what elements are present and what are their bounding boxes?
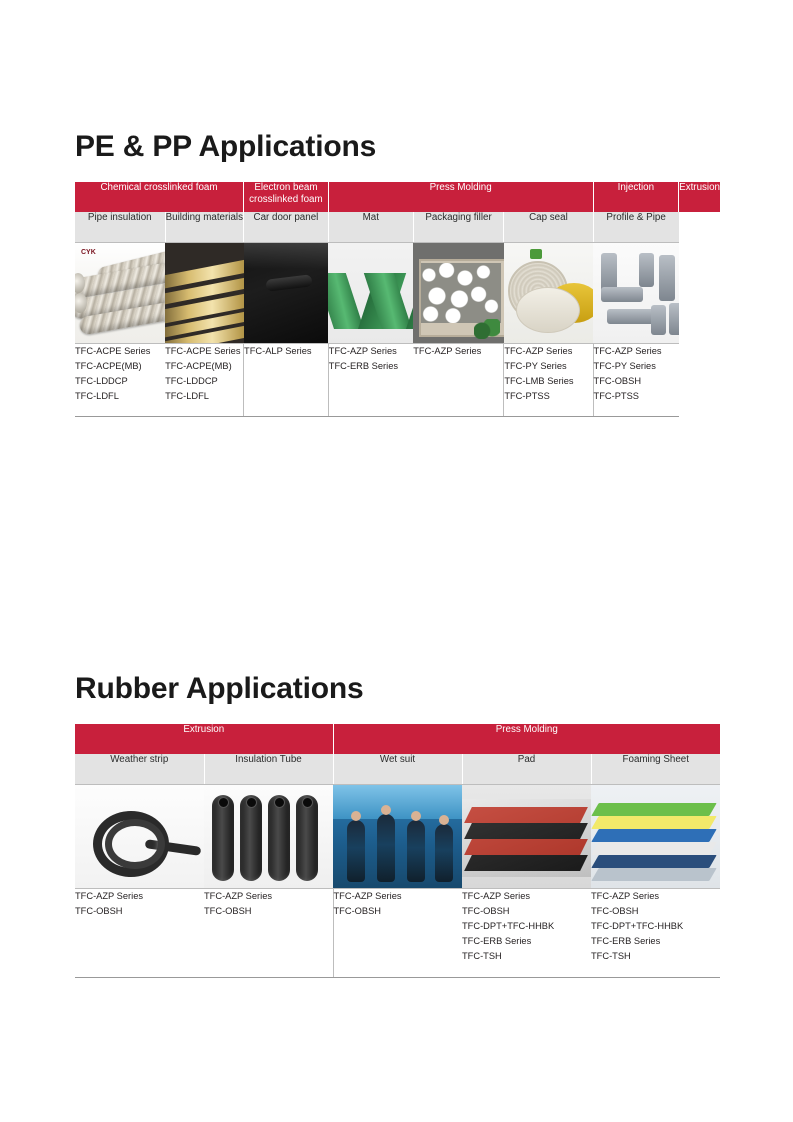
sub-header-building-materials: Building materials	[165, 212, 243, 243]
sub-header-insulation-tube: Insulation Tube	[204, 754, 333, 785]
product-code: TFC-OBSH	[75, 906, 123, 916]
product-code: TFC-OBSH	[591, 906, 639, 916]
sub-header-profile-pipe: Profile & Pipe	[593, 212, 679, 243]
section-pe-pp	[75, 130, 720, 417]
section-rubber	[75, 672, 720, 978]
product-code: TFC-TSH	[462, 951, 502, 961]
packaging-filler-photo	[413, 243, 504, 344]
product-code: TFC-AZP Series	[328, 346, 397, 356]
product-code: TFC-LMB Series	[504, 376, 574, 386]
group-header-row	[75, 182, 720, 212]
profile-pipe-photo	[593, 243, 679, 344]
codes-wet-suit	[333, 889, 462, 978]
sub-header-row	[75, 754, 720, 785]
product-code: TFC-ALP Series	[244, 346, 312, 356]
product-code: TFC-AZP Series	[413, 346, 482, 356]
cap-seal-photo	[504, 243, 593, 344]
product-code: TFC-ACPE Series	[165, 346, 241, 356]
product-code: TFC-OBSH	[593, 376, 642, 386]
codes-cap-seal	[504, 344, 593, 417]
product-code: TFC-OBSH	[333, 906, 382, 916]
image-row	[75, 243, 720, 344]
product-code: TFC-TSH	[591, 951, 631, 961]
pad-photo	[462, 785, 591, 889]
sub-header-cap-seal: Cap seal	[504, 212, 593, 243]
product-code: TFC-OBSH	[204, 906, 252, 916]
sub-header-wet-suit: Wet suit	[333, 754, 462, 785]
codes-packaging-filler	[413, 344, 504, 417]
group-header-extrusion: Extrusion	[75, 724, 333, 754]
foaming-sheet-photo	[591, 785, 720, 889]
group-header-press-molding: Press Molding	[333, 724, 720, 754]
codes-insulation-tube	[204, 889, 333, 978]
building-materials-photo	[165, 243, 243, 344]
group-header-electron-beam-crosslinked-foam: Electron beam crosslinked foam	[244, 182, 329, 212]
codes-pipe-insulation	[75, 344, 165, 417]
product-code: TFC-DPT+TFC-HHBK	[591, 921, 684, 931]
product-code: TFC-AZP Series	[504, 346, 573, 356]
sub-header-row	[75, 212, 720, 243]
brand-logo: CYK	[81, 249, 96, 256]
group-header-injection: Injection	[593, 182, 679, 212]
sub-header-mat: Mat	[328, 212, 413, 243]
sub-header-car-door-panel: Car door panel	[244, 212, 329, 243]
image-row	[75, 785, 720, 889]
sub-header-pad: Pad	[462, 754, 591, 785]
product-code: TFC-ACPE(MB)	[75, 361, 142, 371]
wet-suit-photo	[333, 785, 462, 889]
car-door-panel-photo	[244, 243, 329, 344]
codes-mat	[328, 344, 413, 417]
product-code: TFC-AZP Series	[333, 891, 402, 901]
codes-pad	[462, 889, 591, 978]
pe-pp-applications-table	[75, 182, 720, 417]
page-title-rubber: Rubber Applications	[75, 672, 364, 705]
rubber-applications-table	[75, 724, 720, 978]
product-code: TFC-AZP Series	[75, 891, 144, 901]
pipe-insulation-photo	[75, 243, 165, 344]
codes-row	[75, 344, 720, 417]
product-code: TFC-ACPE(MB)	[165, 361, 232, 371]
sub-header-packaging-filler: Packaging filler	[413, 212, 504, 243]
product-code: TFC-AZP Series	[462, 891, 531, 901]
product-code: TFC-PY Series	[504, 361, 567, 371]
sub-header-weather-strip: Weather strip	[75, 754, 204, 785]
codes-row	[75, 889, 720, 978]
product-code: TFC-ACPE Series	[75, 346, 151, 356]
product-code: TFC-AZP Series	[204, 891, 273, 901]
codes-weather-strip	[75, 889, 204, 978]
product-code: TFC-DPT+TFC-HHBK	[462, 921, 555, 931]
product-code: TFC-LDDCP	[165, 376, 218, 386]
mat-photo	[328, 243, 413, 344]
product-code: TFC-ERB Series	[462, 936, 532, 946]
codes-building-materials	[165, 344, 243, 417]
codes-profile-pipe	[593, 344, 679, 417]
sub-header-foaming-sheet: Foaming Sheet	[591, 754, 720, 785]
codes-foaming-sheet	[591, 889, 720, 978]
product-code: TFC-OBSH	[462, 906, 510, 916]
group-header-chemical-crosslinked-foam: Chemical crosslinked foam	[75, 182, 244, 212]
product-code: TFC-ERB Series	[591, 936, 661, 946]
codes-car-door-panel	[244, 344, 329, 417]
group-header-extrusion: Extrusion	[679, 182, 720, 212]
product-code: TFC-LDDCP	[75, 376, 128, 386]
group-header-row	[75, 724, 720, 754]
page-title-pe-pp: PE & PP Applications	[75, 130, 377, 163]
product-code: TFC-PY Series	[593, 361, 656, 371]
product-code: TFC-LDFL	[165, 391, 209, 401]
sub-header-pipe-insulation: Pipe insulation	[75, 212, 165, 243]
product-code: TFC-AZP Series	[591, 891, 660, 901]
weather-strip-photo	[75, 785, 204, 889]
product-code: TFC-ERB Series	[328, 361, 399, 371]
product-code: TFC-PTSS	[504, 391, 550, 401]
product-code: TFC-AZP Series	[593, 346, 662, 356]
product-code: TFC-LDFL	[75, 391, 119, 401]
insulation-tube-photo	[204, 785, 333, 889]
product-code: TFC-PTSS	[593, 391, 639, 401]
group-header-press-molding: Press Molding	[328, 182, 593, 212]
